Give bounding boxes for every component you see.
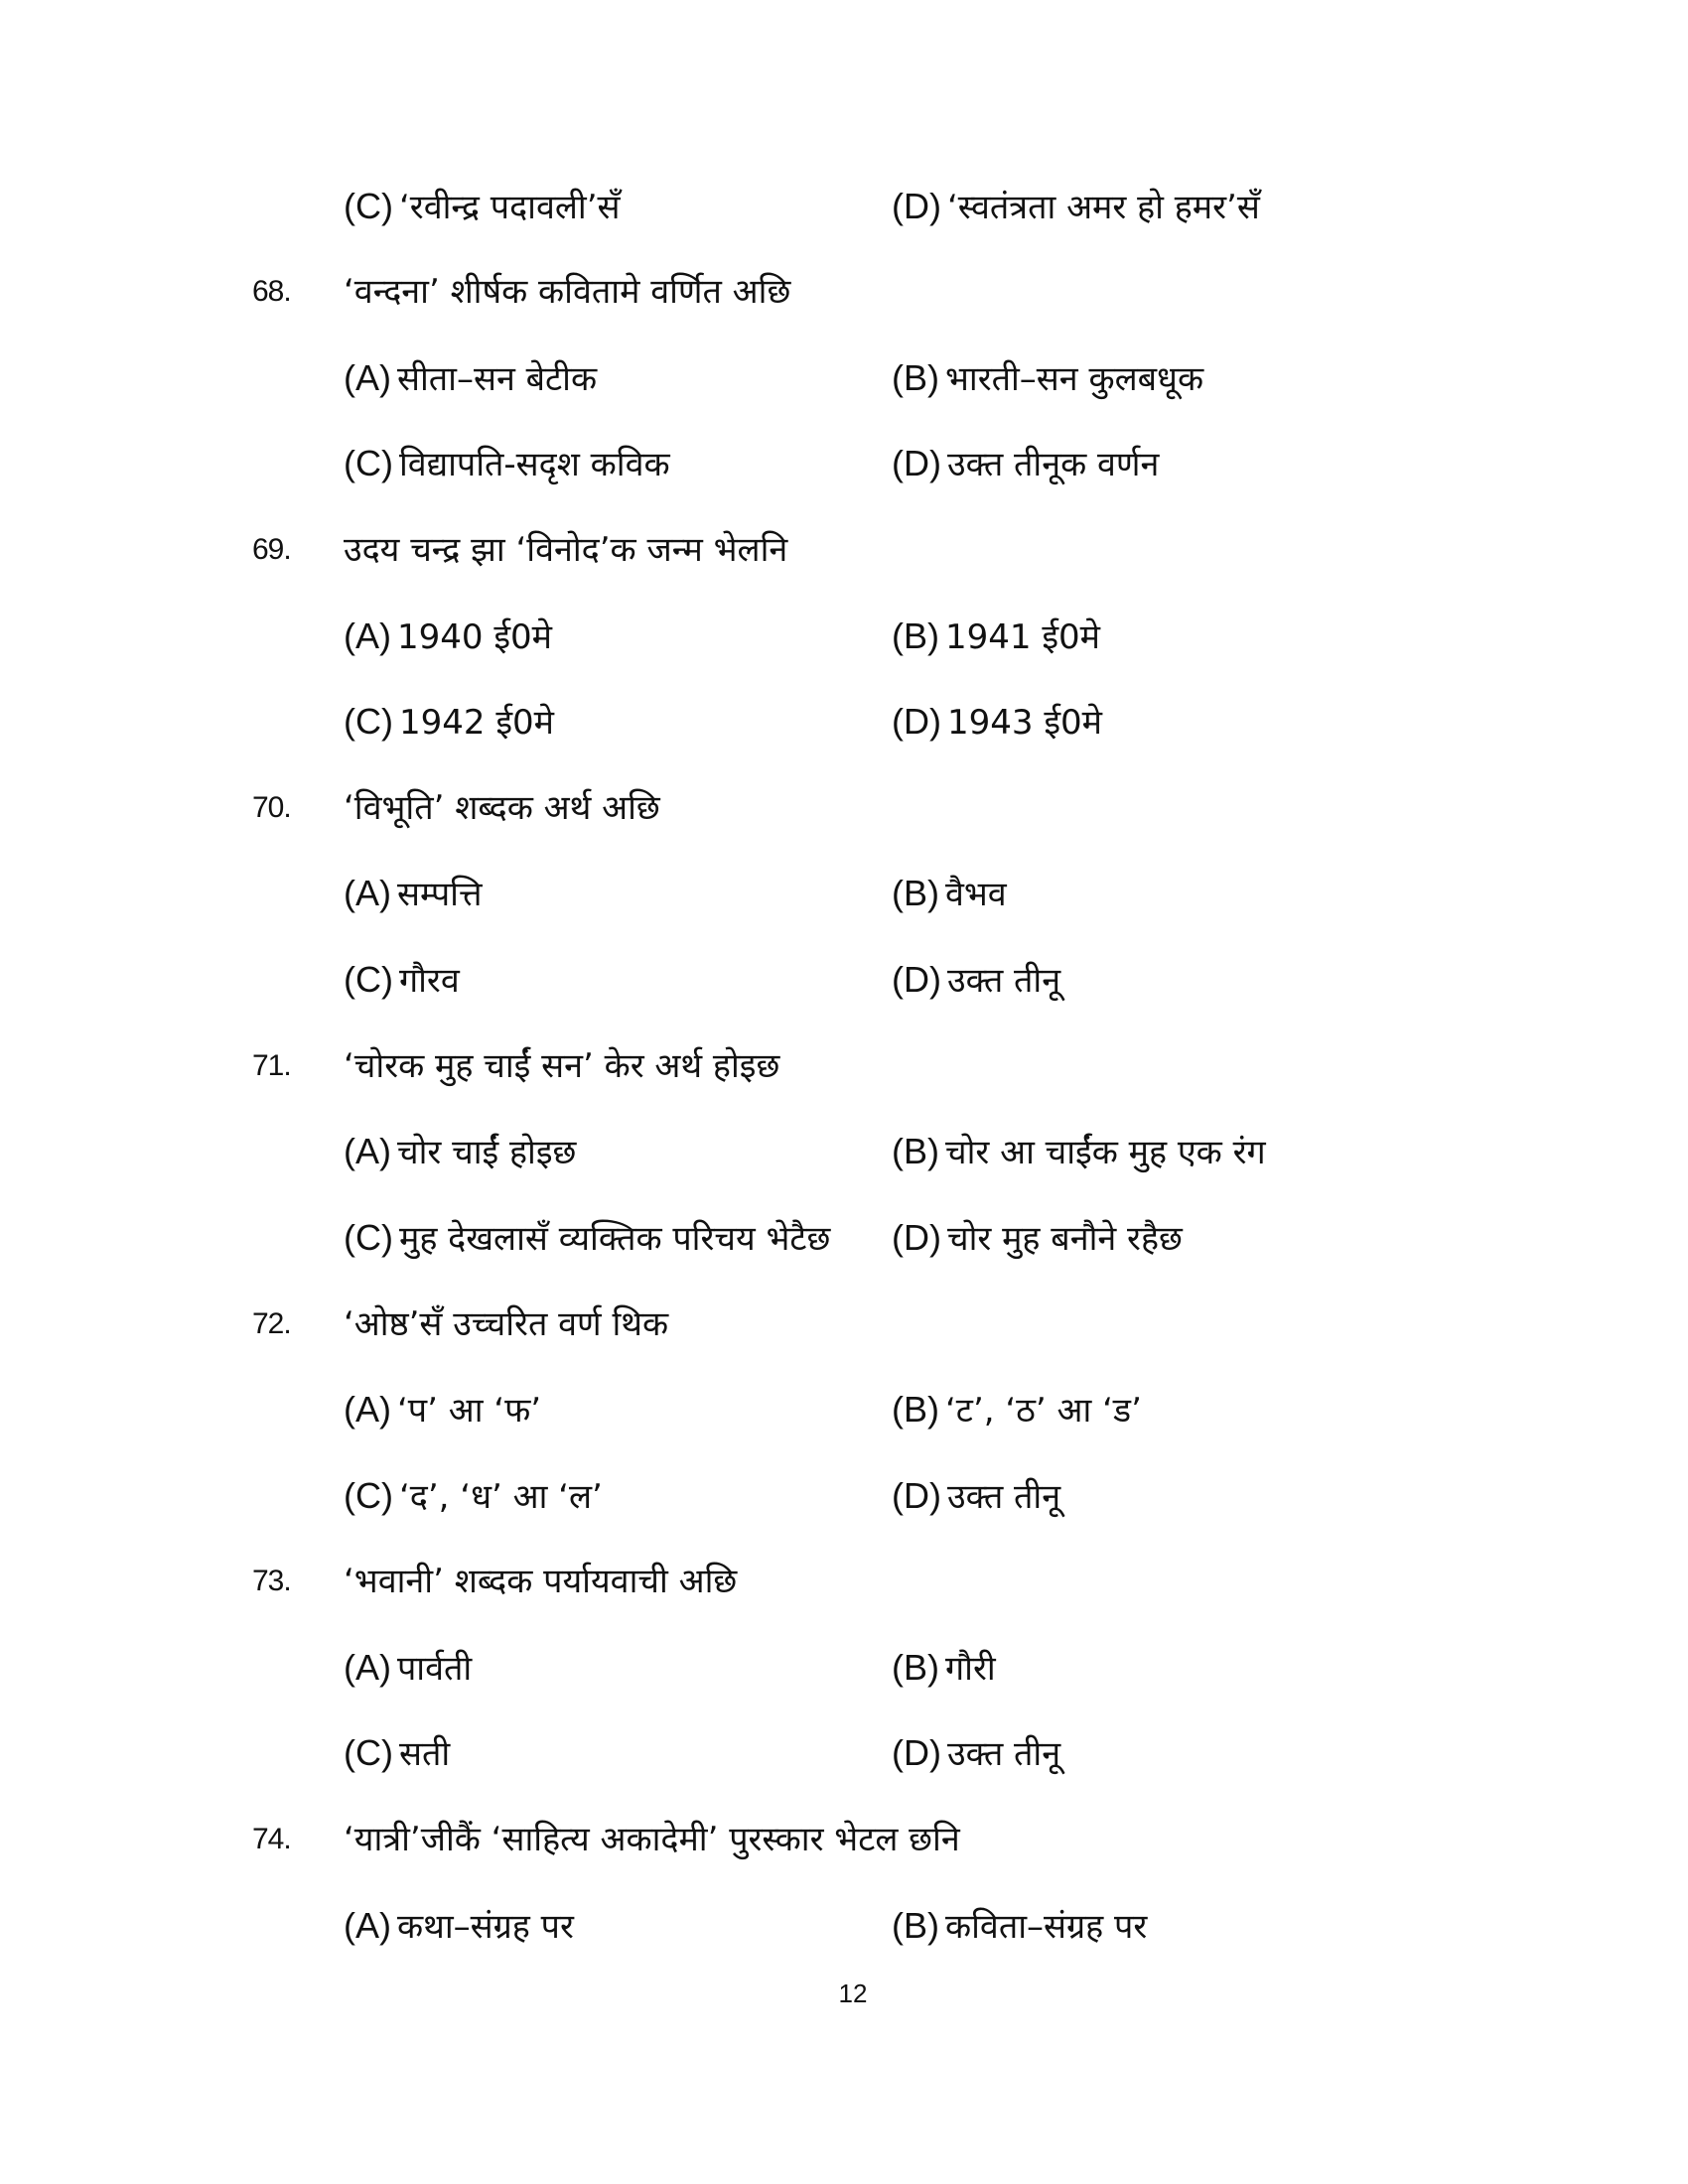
option-c (344, 692, 554, 752)
option-label: (B) (892, 615, 939, 656)
question-number: 71. (252, 1049, 291, 1082)
question-68 (0, 262, 1688, 322)
question-number: 70. (252, 791, 291, 824)
option-row (0, 1466, 1688, 1526)
option-d (892, 1208, 1183, 1269)
option-a (344, 1896, 574, 1957)
option-d (892, 177, 1260, 237)
question-text: ‘चोरक मुह चाईं सन’ केर अर्थ होइछ (344, 1046, 780, 1086)
option-b (892, 607, 1100, 667)
option-label: (C) (344, 959, 393, 1000)
option-text: उक्त तीनू (946, 961, 1061, 1001)
option-text: ‘ट’, ‘ठ’ आ ‘ड’ (945, 1391, 1142, 1431)
option-label: (A) (344, 615, 391, 656)
question-text: ‘भवानी’ शब्दक पर्यायवाची अछि (344, 1562, 738, 1601)
option-c (344, 950, 460, 1011)
option-text: वैभव (945, 875, 1007, 914)
option-c (344, 1466, 603, 1527)
option-b (892, 1380, 1142, 1440)
option-row (0, 1208, 1688, 1268)
option-c (344, 177, 621, 237)
question-text: ‘यात्री’जीकैं ‘साहित्य अकादेमी’ पुरस्कार भेटल छनि (344, 1820, 960, 1859)
option-text: सती (398, 1734, 451, 1774)
option-label: (C) (344, 186, 393, 226)
option-a (344, 864, 482, 924)
option-text: 1943 ई0मे (946, 703, 1102, 743)
option-row (0, 692, 1688, 751)
option-text: गौरी (945, 1649, 996, 1689)
option-d (892, 434, 1159, 494)
option-label: (D) (892, 701, 941, 742)
option-a (344, 1638, 472, 1699)
option-b (892, 1896, 1147, 1957)
option-text: ‘प’ आ ‘फ’ (397, 1391, 542, 1431)
option-b (892, 1638, 996, 1699)
option-b (892, 348, 1203, 409)
option-row (0, 1380, 1688, 1439)
option-label: (A) (344, 1389, 391, 1430)
option-label: (A) (344, 357, 391, 398)
question-74 (0, 1810, 1688, 1869)
question-number: 68. (252, 275, 291, 308)
option-d (892, 1723, 1060, 1784)
option-d (892, 950, 1060, 1011)
option-text: पार्वती (397, 1649, 473, 1689)
option-text: चोर चाईं होइछ (397, 1133, 577, 1172)
option-a (344, 1380, 541, 1440)
option-label: (B) (892, 1905, 939, 1946)
option-row (0, 950, 1688, 1010)
question-text: ‘विभूति’ शब्दक अर्थ अछि (344, 788, 660, 828)
question-text: उदय चन्द्र झा ‘विनोद’क जन्म भेलनि (344, 530, 788, 570)
option-label: (D) (892, 1475, 941, 1516)
option-text: 1940 ई0मे (397, 617, 552, 657)
option-text: सीता–सन बेटीक (397, 359, 598, 399)
option-text: ‘द’, ‘ध’ आ ‘ल’ (398, 1477, 603, 1517)
option-a (344, 607, 552, 667)
option-text: मुह देखलासँ व्यक्तिक परिचय भेटैछ (398, 1219, 831, 1259)
option-a (344, 1122, 576, 1182)
page-number: 12 (838, 1979, 868, 2008)
option-c (344, 1723, 450, 1784)
question-72 (0, 1295, 1688, 1354)
option-label: (B) (892, 357, 939, 398)
option-label: (B) (892, 1131, 939, 1171)
option-text: ‘रवीन्द्र पदावली’सँ (398, 188, 621, 227)
option-label: (A) (344, 1905, 391, 1946)
option-label: (C) (344, 1475, 393, 1516)
option-label: (C) (344, 701, 393, 742)
option-text: विद्यापति-सदृश कविक (398, 445, 670, 484)
question-number: 72. (252, 1307, 291, 1340)
option-label: (D) (892, 959, 941, 1000)
question-71 (0, 1036, 1688, 1096)
option-label: (B) (892, 873, 939, 913)
option-text: 1942 ई0मे (398, 703, 554, 743)
option-label: (C) (344, 443, 393, 483)
option-label: (D) (892, 186, 941, 226)
option-a (344, 348, 597, 409)
option-b (892, 1122, 1266, 1182)
option-row (0, 864, 1688, 923)
option-c (344, 1208, 830, 1269)
option-text: कथा–संग्रह पर (397, 1907, 574, 1947)
option-label: (D) (892, 1732, 941, 1773)
question-69 (0, 520, 1688, 580)
option-text: 1941 ई0मे (945, 617, 1100, 657)
option-text: गौरव (398, 961, 460, 1001)
option-text: भारती–सन कुलबधूक (945, 359, 1204, 399)
option-b (892, 864, 1007, 924)
option-row (0, 1122, 1688, 1181)
option-label: (B) (892, 1389, 939, 1430)
option-label: (A) (344, 873, 391, 913)
question-text: ‘वन्दना’ शीर्षक कवितामे वर्णित अछि (344, 272, 791, 312)
option-c (344, 434, 670, 494)
option-d (892, 1466, 1060, 1527)
option-text: ‘स्वतंत्रता अमर हो हमर’सँ (946, 188, 1260, 227)
question-73 (0, 1552, 1688, 1611)
option-label: (D) (892, 1217, 941, 1258)
question-number: 74. (252, 1823, 291, 1855)
option-text: कविता–संग्रह पर (945, 1907, 1148, 1947)
option-label: (C) (344, 1217, 393, 1258)
question-70 (0, 778, 1688, 838)
option-label: (D) (892, 443, 941, 483)
option-text: उक्त तीनू (946, 1477, 1061, 1517)
option-d (892, 692, 1102, 752)
option-row (0, 177, 1688, 236)
option-label: (C) (344, 1732, 393, 1773)
option-row (0, 1896, 1688, 1956)
question-number: 73. (252, 1565, 291, 1597)
option-row (0, 1723, 1688, 1783)
option-row (0, 607, 1688, 666)
option-text: उक्त तीनूक वर्णन (946, 445, 1160, 484)
option-text: चोर आ चाईंक मुह एक रंग (945, 1133, 1266, 1172)
option-row (0, 1638, 1688, 1698)
question-text: ‘ओष्ठ’सँ उच्चरित वर्ण थिक (344, 1304, 669, 1344)
question-number: 69. (252, 533, 291, 566)
option-text: चोर मुह बनौने रहैछ (946, 1219, 1183, 1259)
option-label: (A) (344, 1131, 391, 1171)
option-row (0, 348, 1688, 408)
option-text: सम्पत्ति (397, 875, 483, 914)
option-label: (B) (892, 1647, 939, 1688)
option-row (0, 434, 1688, 493)
option-text: उक्त तीनू (946, 1734, 1061, 1774)
option-label: (A) (344, 1647, 391, 1688)
